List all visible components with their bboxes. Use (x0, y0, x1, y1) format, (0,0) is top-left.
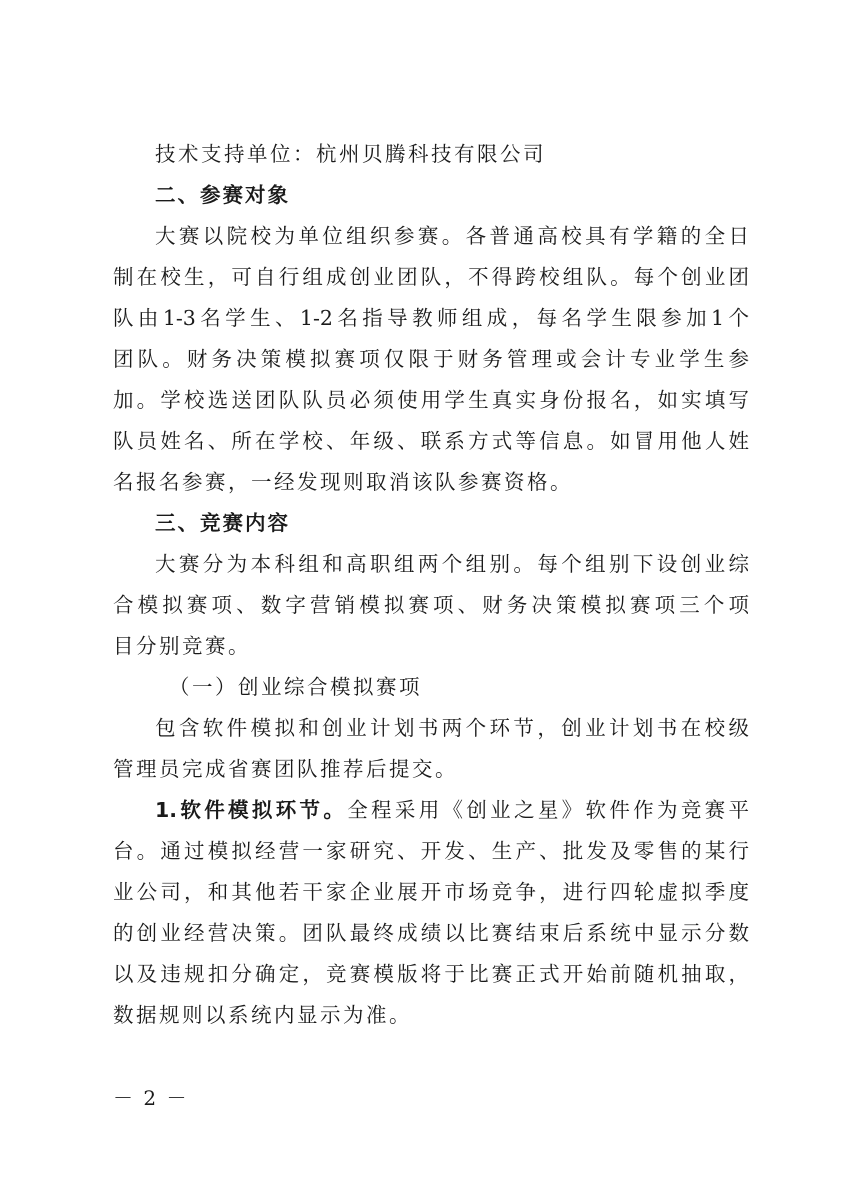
section-heading-participants: 二、参赛对象 (155, 183, 290, 207)
paragraph-line: 名报名参赛，一经发现则取消该队参赛资格。 (113, 470, 573, 494)
paragraph-line: 大赛分为本科组和高职组两个组别。每个组别下设创业综 (155, 552, 749, 576)
paragraph-line: 制在校生，可自行组成创业团队，不得跨校组队。每个创业团 (113, 265, 749, 289)
content-paragraph (113, 547, 749, 664)
subsection-heading-startup-simulation: （一）创业综合模拟赛项 (169, 675, 422, 699)
paragraph-line: 目分别竞赛。 (113, 634, 251, 658)
paragraph-line: 数据规则以系统内显示为准。 (113, 1003, 412, 1027)
paragraph-line: 加。学校选送团队队员必须使用学生真实身份报名，如实填写 (113, 388, 749, 412)
support-unit-line: 技术支持单位：杭州贝腾科技有限公司 (155, 142, 546, 166)
paragraph-line: 以及违规扣分确定，竞赛模版将于比赛正式开始前随机抽取， (113, 962, 749, 986)
paragraph-line: 团队。财务决策模拟赛项仅限于财务管理或会计专业学生参 (113, 347, 749, 371)
paragraph-line: 的创业经营决策。团队最终成绩以比赛结束后系统中显示分数 (113, 921, 749, 945)
item-lead-rest: 全程采用《创业之星》软件作为竞赛平 (347, 798, 749, 822)
participants-paragraph (113, 219, 749, 500)
paragraph-line: 队由1-3名学生、1-2名指导教师组成，每名学生限参加1个 (113, 306, 749, 330)
paragraph-line (113, 793, 749, 828)
software-simulation-paragraph (113, 793, 749, 1033)
paragraph-line: 队员姓名、所在学校、年级、联系方式等信息。如冒用他人姓 (113, 429, 749, 453)
section-heading-content: 三、竞赛内容 (155, 511, 290, 535)
startup-simulation-paragraph (113, 711, 749, 787)
paragraph-line: 台。通过模拟经营一家研究、开发、生产、批发及零售的某行 (113, 839, 749, 863)
page-number: － 2 － (113, 1086, 189, 1110)
paragraph-line: 大赛以院校为单位组织参赛。各普通高校具有学籍的全日 (155, 224, 749, 248)
document-body (113, 137, 749, 1033)
paragraph-line: 包含软件模拟和创业计划书两个环节，创业计划书在校级 (155, 716, 749, 740)
paragraph-line: 管理员完成省赛团队推荐后提交。 (113, 757, 458, 781)
paragraph-line: 合模拟赛项、数字营销模拟赛项、财务决策模拟赛项三个项 (113, 593, 749, 617)
item-lead: 1.软件模拟环节。 (155, 798, 348, 822)
paragraph-line: 业公司，和其他若干家企业展开市场竞争，进行四轮虚拟季度 (113, 880, 749, 904)
